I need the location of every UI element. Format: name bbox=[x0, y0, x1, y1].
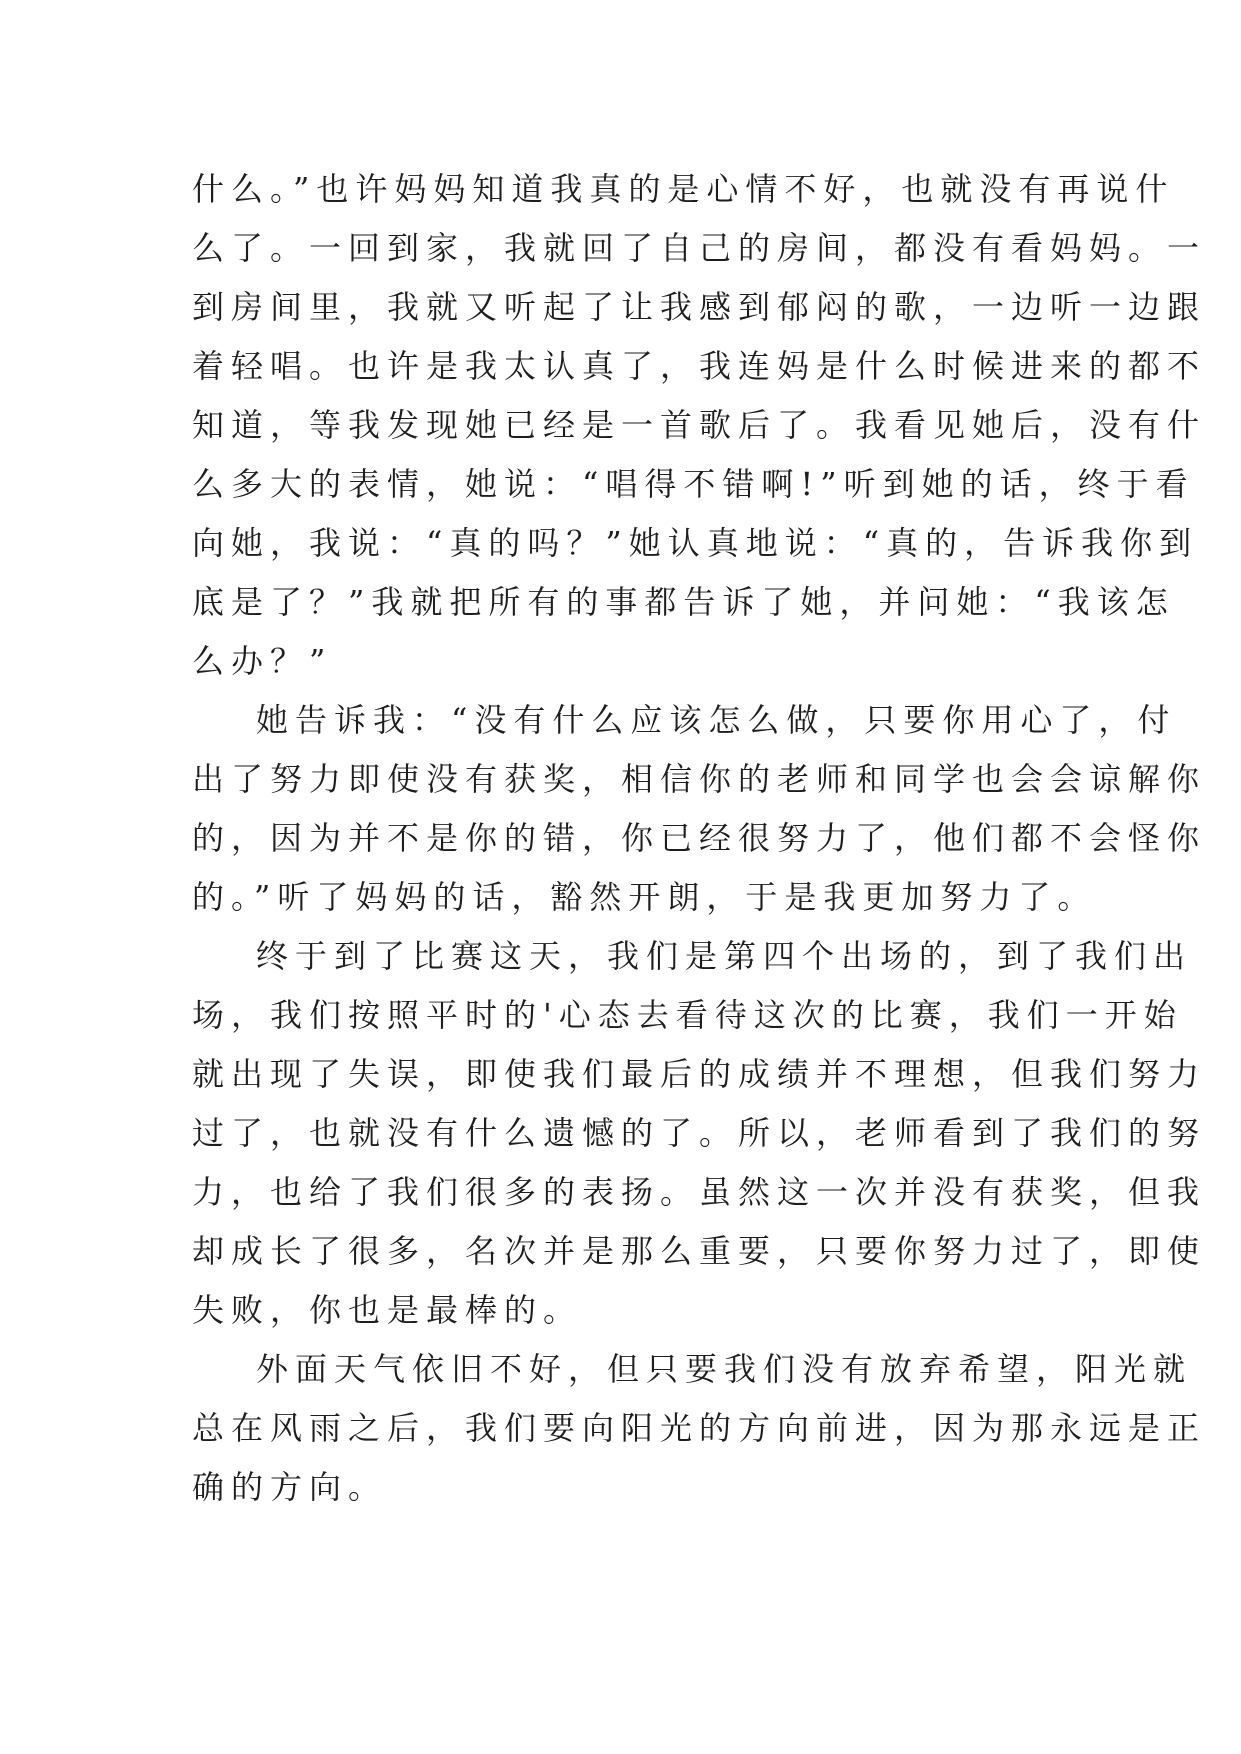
text-line: 就出现了失误，即使我们最后的成绩并不理想，但我们努力 bbox=[192, 1055, 1207, 1093]
text-line: 到房间里，我就又听起了让我感到郁闷的歌，一边听一边跟 bbox=[192, 288, 1207, 326]
text-line: 终于到了比赛这天，我们是第四个出场的，到了我们出 bbox=[256, 937, 1193, 975]
text-line: 什么。”也许妈妈知道我真的是心情不好，也就没有再说什 bbox=[192, 170, 1175, 208]
text-line: 失败，你也是最棒的。 bbox=[192, 1291, 583, 1329]
text-line: 力，也给了我们很多的表扬。虽然这一次并没有获奖，但我 bbox=[192, 1173, 1207, 1211]
text-line: 底是了？”我就把所有的事都告诉了她，并问她：“我该怎 bbox=[192, 583, 1175, 621]
document-body bbox=[192, 160, 1207, 1517]
text-line: 外面天气依旧不好，但只要我们没有放弃希望，阳光就 bbox=[256, 1350, 1193, 1388]
text-line: 着轻唱。也许是我太认真了，我连妈是什么时候进来的都不 bbox=[192, 347, 1207, 385]
paragraph-2 bbox=[192, 691, 1207, 927]
text-line: 的。”听了妈妈的话，豁然开朗，于是我更加努力了。 bbox=[192, 878, 1097, 916]
text-line: 总在风雨之后，我们要向阳光的方向前进，因为那永远是正 bbox=[192, 1409, 1207, 1447]
paragraph-4 bbox=[192, 1340, 1207, 1517]
text-line: 知道，等我发现她已经是一首歌后了。我看见她后，没有什 bbox=[192, 406, 1207, 444]
text-line: 的，因为并不是你的错，你已经很努力了，他们都不会怪你 bbox=[192, 819, 1207, 857]
text-line: 她告诉我：“没有什么应该怎么做，只要你用心了，付 bbox=[256, 701, 1177, 739]
text-line: 向她，我说：“真的吗？”她认真地说：“真的，告诉我你到 bbox=[192, 524, 1199, 562]
paragraph-1 bbox=[192, 160, 1207, 691]
text-line: 过了，也就没有什么遗憾的了。所以，老师看到了我们的努 bbox=[192, 1114, 1207, 1152]
text-line: 出了努力即使没有获奖，相信你的老师和同学也会会谅解你 bbox=[192, 760, 1207, 798]
paragraph-3 bbox=[192, 927, 1207, 1340]
text-line: 却成长了很多，名次并是那么重要，只要你努力过了，即使 bbox=[192, 1232, 1207, 1270]
text-line: 确的方向。 bbox=[192, 1468, 388, 1506]
text-line: 么了。一回到家，我就回了自己的房间，都没有看妈妈。一 bbox=[192, 229, 1207, 267]
text-line: 么多大的表情，她说：“唱得不错啊!”听到她的话，终于看 bbox=[192, 465, 1195, 503]
text-line: 场，我们按照平时的'心态去看待这次的比赛，我们一开始 bbox=[192, 996, 1183, 1034]
text-line: 么办？” bbox=[192, 642, 333, 680]
